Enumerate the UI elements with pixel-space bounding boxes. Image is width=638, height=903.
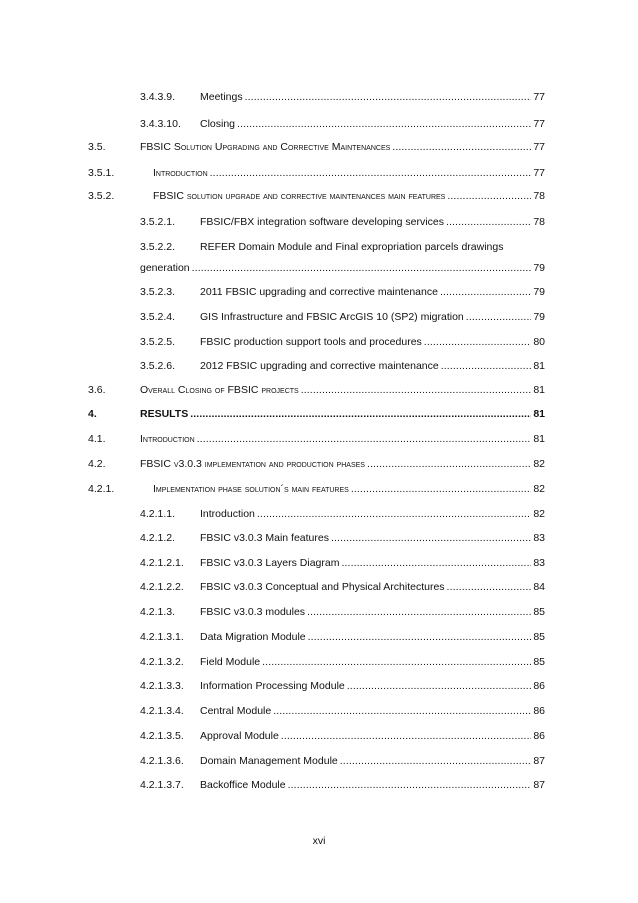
toc-entry-page: 85 xyxy=(533,631,545,643)
toc-leader-dots xyxy=(441,359,532,373)
toc-leader-dots xyxy=(351,482,531,496)
toc-entry-title: FBSIC solution upgrade and corrective maintenances main features xyxy=(153,190,446,202)
toc-entry-number: 3.5.2.2. xyxy=(140,241,176,253)
toc-entry-page: 86 xyxy=(533,730,545,742)
toc-entry-text xyxy=(200,359,545,373)
toc-entry[interactable] xyxy=(0,704,638,718)
toc-entry-page: 82 xyxy=(533,483,545,495)
toc-entry-page: 79 xyxy=(533,311,545,323)
toc-entry-number: 3.5. xyxy=(88,141,106,153)
toc-entry-number: 4.2.1.3.6. xyxy=(140,755,184,767)
toc-entry-text xyxy=(200,729,545,743)
toc-entry-title-continued: generation xyxy=(140,262,190,274)
toc-entry-number: 3.4.3.10. xyxy=(140,118,181,130)
toc-entry-number: 4.2.1.2. xyxy=(140,532,176,544)
toc-entry[interactable] xyxy=(0,166,638,180)
toc-entry-page: 77 xyxy=(533,118,545,130)
toc-entry-page: 78 xyxy=(533,216,545,228)
toc-entry[interactable] xyxy=(0,310,638,324)
toc-entry-page: 86 xyxy=(533,680,545,692)
toc-entry-page: 81 xyxy=(533,360,545,372)
toc-entry-text xyxy=(200,556,545,570)
toc-leader-dots xyxy=(273,704,531,718)
toc-entry-number: 4.2.1.1. xyxy=(140,508,176,520)
toc-entry-page: 81 xyxy=(533,433,545,445)
toc-leader-dots xyxy=(301,383,532,397)
toc-leader-dots xyxy=(440,285,531,299)
toc-entry-title: Approval Module xyxy=(200,730,279,742)
toc-entry-number: 4.2.1.3.3. xyxy=(140,680,184,692)
toc-entry-page: 87 xyxy=(533,779,545,791)
toc-entry-title: Introduction xyxy=(153,167,208,179)
toc-entry[interactable] xyxy=(0,383,638,397)
toc-entry-page: 84 xyxy=(533,581,545,593)
toc-entry-number: 3.5.2.5. xyxy=(140,336,176,348)
toc-entry-title: REFER Domain Module and Final expropriation parcels drawings xyxy=(200,241,504,253)
toc-entry-page: 81 xyxy=(533,384,545,396)
toc-entry-text xyxy=(200,679,545,693)
toc-entry-page: 86 xyxy=(533,705,545,717)
toc-entry-title: FBSIC v3.0.3 implementation and production phases xyxy=(140,458,365,470)
toc-entry-number: 4.2. xyxy=(88,458,106,470)
toc-entry[interactable] xyxy=(0,580,638,594)
toc-entry-number: 4.1. xyxy=(88,433,106,445)
toc-entry[interactable] xyxy=(0,630,638,644)
toc-entry-page: 82 xyxy=(533,458,545,470)
toc-entry[interactable] xyxy=(0,754,638,768)
toc-entry-title: FBSIC production support tools and procedures xyxy=(200,336,422,348)
toc-entry-title: Implementation phase solution´s main features xyxy=(153,483,349,495)
toc-entry-page: 77 xyxy=(533,141,545,153)
toc-entry-title: Backoffice Module xyxy=(200,779,286,791)
toc-leader-dots xyxy=(331,531,531,545)
toc-entry-number: 3.6. xyxy=(88,384,106,396)
toc-entry-page: 79 xyxy=(533,286,545,298)
toc-leader-dots xyxy=(447,189,531,203)
toc-entry-text xyxy=(200,605,545,619)
toc-entry-page: 83 xyxy=(533,532,545,544)
toc-entry[interactable] xyxy=(0,117,638,131)
toc-entry-text xyxy=(200,507,545,521)
toc-entry[interactable] xyxy=(0,335,638,349)
toc-entry-text xyxy=(200,778,545,792)
toc-entry[interactable] xyxy=(0,189,638,203)
toc-entry[interactable] xyxy=(0,729,638,743)
toc-entry[interactable] xyxy=(0,679,638,693)
toc-leader-dots xyxy=(192,261,532,275)
toc-entry-page: 85 xyxy=(533,606,545,618)
toc-entry[interactable] xyxy=(0,407,638,421)
toc-entry-page: 77 xyxy=(533,91,545,103)
toc-entry-text xyxy=(140,383,545,397)
toc-entry-text xyxy=(200,754,545,768)
toc-leader-dots xyxy=(341,556,531,570)
toc-entry-number: 3.5.1. xyxy=(88,167,115,179)
toc-entry[interactable] xyxy=(0,556,638,570)
toc-entry[interactable] xyxy=(0,778,638,792)
toc-entry-text xyxy=(200,310,545,324)
toc-entry-title: Domain Management Module xyxy=(200,755,338,767)
toc-leader-dots xyxy=(197,432,532,446)
toc-entry-number: 3.5.2.3. xyxy=(140,286,176,298)
toc-leader-dots xyxy=(367,457,531,471)
toc-entry-number: 4.2.1.3.2. xyxy=(140,656,184,668)
toc-entry-page: 79 xyxy=(533,262,545,274)
toc-entry-text xyxy=(200,531,545,545)
toc-entry[interactable] xyxy=(0,140,638,154)
toc-entry-title: Data Migration Module xyxy=(200,631,306,643)
toc-entry-text xyxy=(153,166,545,180)
toc-entry-text xyxy=(153,482,545,496)
toc-entry-title: Meetings xyxy=(200,91,243,103)
toc-leader-dots xyxy=(307,605,531,619)
toc-entry-text xyxy=(200,630,545,644)
toc-entry-number: 4.2.1.2.2. xyxy=(140,581,184,593)
toc-entry-number: 4.2.1.3.5. xyxy=(140,730,184,742)
toc-leader-dots xyxy=(340,754,532,768)
toc-entry[interactable] xyxy=(0,655,638,669)
toc-entry[interactable] xyxy=(0,605,638,619)
toc-entry[interactable] xyxy=(0,285,638,299)
toc-entry-number: 3.5.2. xyxy=(88,190,115,202)
toc-entry-number: 4. xyxy=(88,408,97,420)
toc-entry-title: FBSIC v3.0.3 Main features xyxy=(200,532,329,544)
toc-entry-title: Introduction xyxy=(140,433,195,445)
toc-entry-number: 4.2.1.3.4. xyxy=(140,705,184,717)
toc-entry-page: 87 xyxy=(533,755,545,767)
toc-entry-title: Closing xyxy=(200,118,236,130)
toc-entry-title: 2011 FBSIC upgrading and corrective maintenance xyxy=(200,286,438,298)
toc-entry-page: 78 xyxy=(533,190,545,202)
toc-entry[interactable] xyxy=(0,507,638,521)
toc-entry-title: 2012 FBSIC upgrading and corrective maintenance xyxy=(200,360,439,372)
toc-leader-dots xyxy=(446,215,531,229)
toc-entry-text xyxy=(140,140,545,154)
toc-entry-number: 3.5.2.4. xyxy=(140,311,176,323)
toc-entry-wrapped-line1[interactable] xyxy=(0,240,638,254)
toc-leader-dots xyxy=(308,630,532,644)
toc-entry-text xyxy=(140,457,545,471)
toc-leader-dots xyxy=(257,507,531,521)
toc-leader-dots xyxy=(237,117,531,131)
toc-entry-number: 4.2.1.2.1. xyxy=(140,557,184,569)
toc-entry-title: RESULTS xyxy=(140,408,189,420)
toc-entry-title: Information Processing Module xyxy=(200,680,345,692)
toc-entry-text xyxy=(200,655,545,669)
toc-leader-dots xyxy=(210,166,532,180)
toc-leader-dots xyxy=(392,140,531,154)
toc-leader-dots xyxy=(288,778,532,792)
toc-entry-wrapped-line2[interactable] xyxy=(0,261,638,275)
toc-entry-text xyxy=(140,432,545,446)
toc-entry-number: 3.5.2.6. xyxy=(140,360,176,372)
toc-leader-dots xyxy=(466,310,532,324)
toc-entry-number: 4.2.1. xyxy=(88,483,115,495)
toc-entry[interactable] xyxy=(0,482,638,496)
toc-entry-text xyxy=(200,580,545,594)
toc-entry-text xyxy=(200,285,545,299)
toc-entry-number: 4.2.1.3. xyxy=(140,606,176,618)
toc-entry-number: 4.2.1.3.7. xyxy=(140,779,184,791)
toc-entry-text xyxy=(200,215,545,229)
toc-entry-title: Central Module xyxy=(200,705,272,717)
toc-entry-text xyxy=(153,189,545,203)
toc-entry-title: FBSIC v3.0.3 Layers Diagram xyxy=(200,557,340,569)
toc-entry-page: 81 xyxy=(533,408,545,420)
toc-entry-page: 85 xyxy=(533,656,545,668)
toc-entry-title: FBSIC v3.0.3 modules xyxy=(200,606,306,618)
toc-entry-title: FBSIC Solution Upgrading and Corrective Maintenances xyxy=(140,141,391,153)
toc-leader-dots xyxy=(190,407,531,421)
toc-leader-dots xyxy=(262,655,531,669)
toc-entry-title: GIS Infrastructure and FBSIC ArcGIS 10 (SP2) migration xyxy=(200,311,464,323)
toc-leader-dots xyxy=(245,90,532,104)
toc-entry-text xyxy=(200,335,545,349)
toc-entry[interactable] xyxy=(0,359,638,373)
toc-entry-page: 83 xyxy=(533,557,545,569)
toc-entry-title: Overall Closing of FBSIC projects xyxy=(140,384,299,396)
toc-leader-dots xyxy=(424,335,532,349)
toc-entry-number: 3.5.2.1. xyxy=(140,216,176,228)
toc-entry-text xyxy=(200,704,545,718)
toc-entry[interactable] xyxy=(0,457,638,471)
toc-entry-title: Introduction xyxy=(200,508,255,520)
toc-entry-number: 3.4.3.9. xyxy=(140,91,176,103)
toc-entry-text xyxy=(200,90,545,104)
toc-leader-dots xyxy=(347,679,532,693)
toc-entry-title: FBSIC v3.0.3 Conceptual and Physical Architectures xyxy=(200,581,445,593)
page-footer-number: xvi xyxy=(312,835,326,847)
toc-entry-page: 77 xyxy=(533,167,545,179)
toc-entry-text xyxy=(140,407,545,421)
toc-entry[interactable] xyxy=(0,215,638,229)
toc-entry[interactable] xyxy=(0,531,638,545)
toc-entry-number: 4.2.1.3.1. xyxy=(140,631,184,643)
toc-entry-text xyxy=(200,117,545,131)
toc-entry-page: 80 xyxy=(533,336,545,348)
toc-leader-dots xyxy=(447,580,532,594)
toc-entry-page: 82 xyxy=(533,508,545,520)
toc-leader-dots xyxy=(281,729,532,743)
toc-entry[interactable] xyxy=(0,90,638,104)
toc-entry-title: Field Module xyxy=(200,656,261,668)
toc-entry-title: FBSIC/FBX integration software developing services xyxy=(200,216,444,228)
toc-entry[interactable] xyxy=(0,432,638,446)
